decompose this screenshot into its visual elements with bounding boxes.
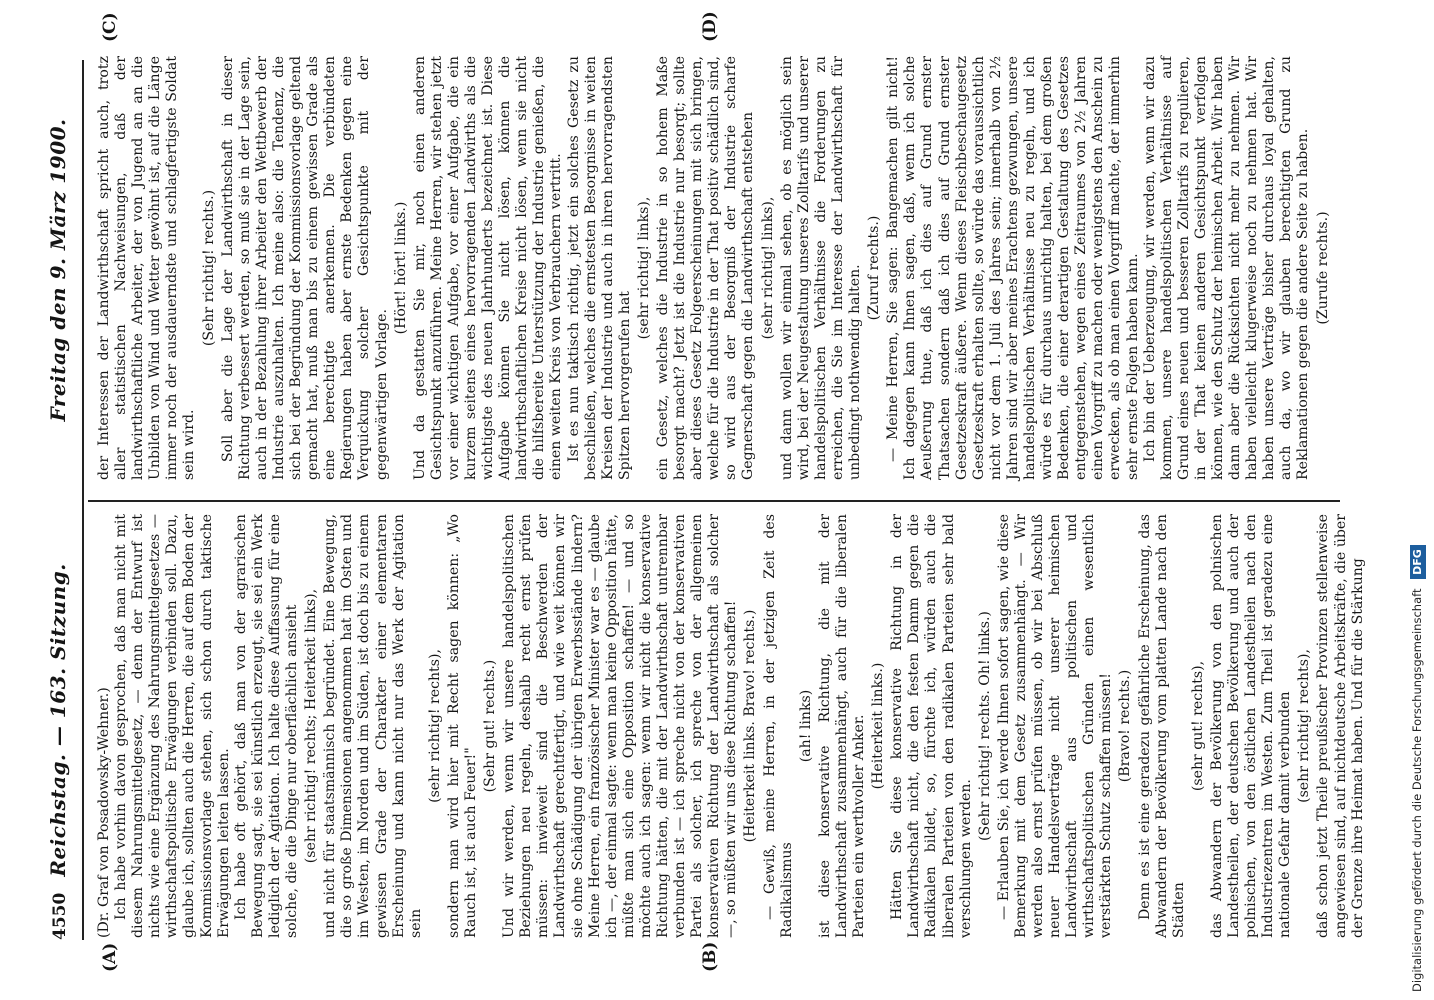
interjection: (Bravo! rechts.)	[1117, 669, 1134, 783]
interjection: (sehr gut! rechts),	[1189, 660, 1206, 792]
interjection: (Heiterkeit links.)	[870, 662, 887, 790]
paragraph: — Gewiß, meine Herren, in der jetzigen Zeit des Radikalismus	[761, 514, 795, 938]
session-title: Reichstag. — 163. Sitzung.	[46, 563, 70, 877]
paragraph: und dann wollen wir einmal sehen, ob es möglich sein wird, bei der Neugestaltung unseres Zolltarifs und unserer handelspolitischen Verhältnisse die Forderungen zu erreichen, die Sie im Interesse der Landwirthschaft für unbedingt nothwendig halten.	[778, 56, 864, 480]
paragraph: ein Gesetz, welches die Industrie in so hohem Maße besorgt macht? Jetzt ist die Industrie nur besorgt; sollte aber dieses Gesetz Folgeerscheinungen mit sich bringen, welche für die Industrie in der That positiv schädlich sind, so wird aus der Besorgniß der Industrie scharfe Gegnerschaft gegen die Landwirthschaft entstehen	[655, 56, 757, 480]
paragraph: ist diese konservative Richtung, die mit der Landwirthschaft zusammenhängt, auch für die liberalen Parteien ein werthvoller Anker.	[816, 514, 868, 938]
page-header	[38, 60, 78, 940]
interjection: (sehr richtig! links),	[635, 196, 652, 340]
paragraph: Hätten Sie diese konservative Richtung in der Landwirthschaft nicht, die den festen Damm gegen die Radikalen bildet, so, fürchte ich, würden auch die liberalen Parteien von den radikalen Parteien sehr bald verschlungen werden.	[889, 514, 974, 938]
interjection: (sehr richtig! rechts),	[1296, 649, 1313, 803]
margin-marker-d: (D)	[700, 11, 720, 42]
paragraph: Und wir werden, wenn wir unsere handelspolitischen Beziehungen neu regeln, deshalb recht ernst prüfen müssen: inwieweit sind die Beschwerden der Landwirthschaft gerechtfertigt, und wie weit können wir sie ohne Schädigung der übrigen Erwerbsstände lindern? Meine Herren, ein französischer Minister war es — glaube ich —, der einmal sagte: wenn man keine Opposition hätte, müßte man sich eine Opposition schaffen! — und so möchte auch ich sagen: wenn wir nicht die konservative Richtung hätten, die mit der Landwirthschaft untrennbar verbunden ist — ich spreche nicht von der konservativen Partei als solcher, ich spreche von der allgemeinen konservativen Richtung der Landwirthschaft als solcher —, so müßten wir uns diese Richtung schaffen!	[501, 514, 740, 938]
paragraph: (Dr. Graf von Posadowsky-Wehner.)	[96, 687, 112, 938]
digitization-credit	[1406, 8, 1428, 992]
paragraph: — Erlauben Sie, ich werde Ihnen sofort sagen, wie diese Bemerkung mit dem Gesetz zusammenhängt. — Wir werden also ernst prüfen müssen, ob wir bei Abschluß neuer Handelsverträge nicht unserer heimischen Landwirthschaft aus politischen und wirthschaftspolitischen Gründen einen wesentlich verstärkten Schutz schaffen müssen!	[995, 514, 1115, 938]
interjection: (Zurufe rechts.)	[1314, 211, 1331, 325]
interjection: (Zuruf rechts.)	[866, 215, 883, 321]
credit-text: Digitalisierung gefördert durch die Deutsche Forschungsgemeinschaft	[1410, 588, 1424, 992]
paragraph: Ich bin der Ueberzeugung, wir werden, wenn wir dazu kommen, unsere handelspolitischen Verhältnisse auf Grund eines neuen und besseren Zolltarifs zu regulieren, in der That keinen anderen Gesichtspunkt verfolgen können, wie den Schutz der heimischen Arbeit. Wir haben dann aber die Rücksichten nicht mehr zu nehmen. Wir haben vielleicht klugerweise noch zu nehmen hat. Wir haben unsere Verträge bisher durchaus loyal gehalten, auch da, wo wir glauben berechtigten Grund zu Reklamationen gegen die andere Seite zu haben.	[1141, 56, 1312, 480]
text-column-right	[96, 56, 1334, 480]
interjection: (Hört! hört! links.)	[392, 201, 409, 335]
interjection: (sehr richtig! rechts; Heiterkeit links),	[303, 588, 320, 864]
paragraph: Ist es nun taktisch richtig, jetzt ein solches Gesetz zu beschließen, welches die ernstesten Besorgnisse in weiten Kreisen der Industrie und auch in ihren hervorragendsten Spitzen hervorgerufen hat	[565, 56, 633, 480]
paragraph: Denn es ist eine geradezu gefährliche Erscheinung, das Abwandern der Bevölkerung vom platten Lande nach den Städten	[1136, 514, 1187, 938]
paragraph: der Interessen der Landwirthschaft spricht auch, trotz aller statistischen Nachweisungen, daß der landwirthschaftliche Arbeiter, der von Jugend an an die Unbilden von Wind und Wetter gewöhnt ist, auf die Länge immer noch der ausdauerndste und schlagfertigste Soldat sein wird.	[96, 56, 198, 480]
paragraph: — Meine Herren, Sie sagen: Bangemachen gilt nicht! Ich dagegen kann Ihnen sagen, daß, wenn ich solche Aeußerung thue, daß ich dies auf Grund ernster Thatsachen sondern daß ich dies auf Grund ernster Gesetzeskraft äußere. Wenn dieses Fleischbeschaugesetz Gesetzeskraft erhalten sollte, so würde das voraussichtlich nicht vor dem 1. Juli des Jahres sein; innerhalb von 2½ Jahren sind wir aber meines Erachtens gezwungen, unsere handelspolitischen Verhältnisse neu zu regeln, und ich würde es für durchaus unrichtig halten, bei dem großen Bedenken, die einer derartigen Gestaltung des Gesetzes entgegenstehen, wegen eines Zeitraumes von 2½ Jahren einen Vorgriff zu machen oder wenigstens den Anschein zu erwecken, als ob man einen Vorgriff machte, der immerhin sehr ernste Folgen haben kann.	[885, 56, 1141, 480]
paragraph: daß schon jetzt Theile preußischer Provinzen stellenweise angewiesen sind, auf nichtdeutsche Arbeitskräfte, die über der Grenze ihre Heimat haben. Und für die Stärkung	[1315, 514, 1366, 938]
interjection: (ah! links)	[797, 689, 814, 763]
margin-marker-a: (A)	[100, 942, 120, 972]
paragraph: Ich habe vorhin davon gesprochen, daß man nicht mit diesem Nahrungsmittelgesetz, — denn der Entwurf ist nichts wie eine Ergänzung des Nahrungsmittelgesetzes — wirthschaftspolitische Erwägungen verbinden soll. Dazu, glaube ich, sollten auch die Herren, die auf dem Boden der Kommissionsvorlage stehen, sich schon durch taktische Erwägungen leiten lassen.	[113, 514, 232, 938]
interjection: (Sehr gut! rechts.)	[482, 659, 499, 793]
dfg-logo: DFG	[1410, 545, 1426, 579]
interjection: (Sehr richtig! rechts.)	[200, 189, 217, 347]
interjection: (sehr richtig! links),	[759, 196, 776, 340]
paragraph: und nicht für staatsmännisch begründet. Eine Bewegung, die so große Dimensionen angenommen hat im Osten und im Westen, im Norden und im Süden, ist doch bis zu einem gewissen Grade der Charakter einer elementaren Erscheinung und kann nicht nur das Werk der Agitation sein	[322, 514, 424, 938]
margin-marker-b: (B)	[700, 941, 720, 972]
page-number: 4550	[50, 892, 70, 940]
session-date: Freitag den 9. März 1900.	[46, 118, 70, 422]
header-rule	[82, 60, 84, 940]
paragraph: Und da gestatten Sie mir, noch einen anderen Gesichtspunkt anzuführen. Meine Herren, wir stehen jetzt vor einer wichtigen Aufgabe, vor einer Aufgabe, die ein kurzem seitens eines hervorragenden Landwirths als die wichtigste des neuen Jahrhunderts bezeichnet ist. Diese Aufgabe können Sie nicht lösen, können die landwirthschaftlichen Kreise nicht lösen, wenn sie nicht die hilfsbereite Unterstützung der Industrie genießen, die einen weiten Kreis von Verbrauchern vertritt.	[411, 56, 565, 480]
paragraph: Ich habe oft gehört, daß man von der agrarischen Bewegung sagt, sie sei künstlich erzeugt, sie sei ein Werk lediglich der Agitation. Ich halte diese Auffassung für eine solche, die die Dinge nur oberflächlich ansieht	[232, 514, 301, 938]
text-column-left	[96, 514, 1367, 938]
paragraph: Soll aber die Lage der Landwirthschaft in dieser Richtung verbessert werden, so muß sie in der Lage sein, auch in der Bezahlung ihrer Arbeiter den Wettbewerb der Industrie auszuhalten. Ich meine also: die Tendenz, die sich bei der Begründung der Kommissionsvorlage geltend gemacht hat, muß man bis zu einem gewissen Grade als eine berechtigte anerkennen. Die verbündeten Regierungen haben aber ernste Bedenken gegen eine Verquickung solcher Gesichtspunkte mit der gegenwärtigen Vorlage.	[219, 56, 390, 480]
interjection: (Heiterkeit links. Bravo! rechts.)	[742, 609, 759, 843]
margin-marker-c: (C)	[100, 12, 120, 42]
paragraph: sondern man wird hier mit Recht sagen können: „Wo Rauch ist, ist auch Feuer!"	[445, 514, 479, 938]
paragraph: das Abwandern der Bevölkerung von den polnischen Landestheilen, der deutschen Bevölkerung und auch der polnischen, von den östlichen Landestheilen nach den Industriezentren im Westen. Zum Theil ist geradezu eine nationale Gefahr damit verbunden	[1208, 514, 1294, 938]
interjection: (sehr richtig! rechts),	[426, 649, 443, 803]
column-divider	[88, 500, 1340, 502]
interjection: (Sehr richtig! rechts. Oh! links.)	[976, 611, 993, 841]
